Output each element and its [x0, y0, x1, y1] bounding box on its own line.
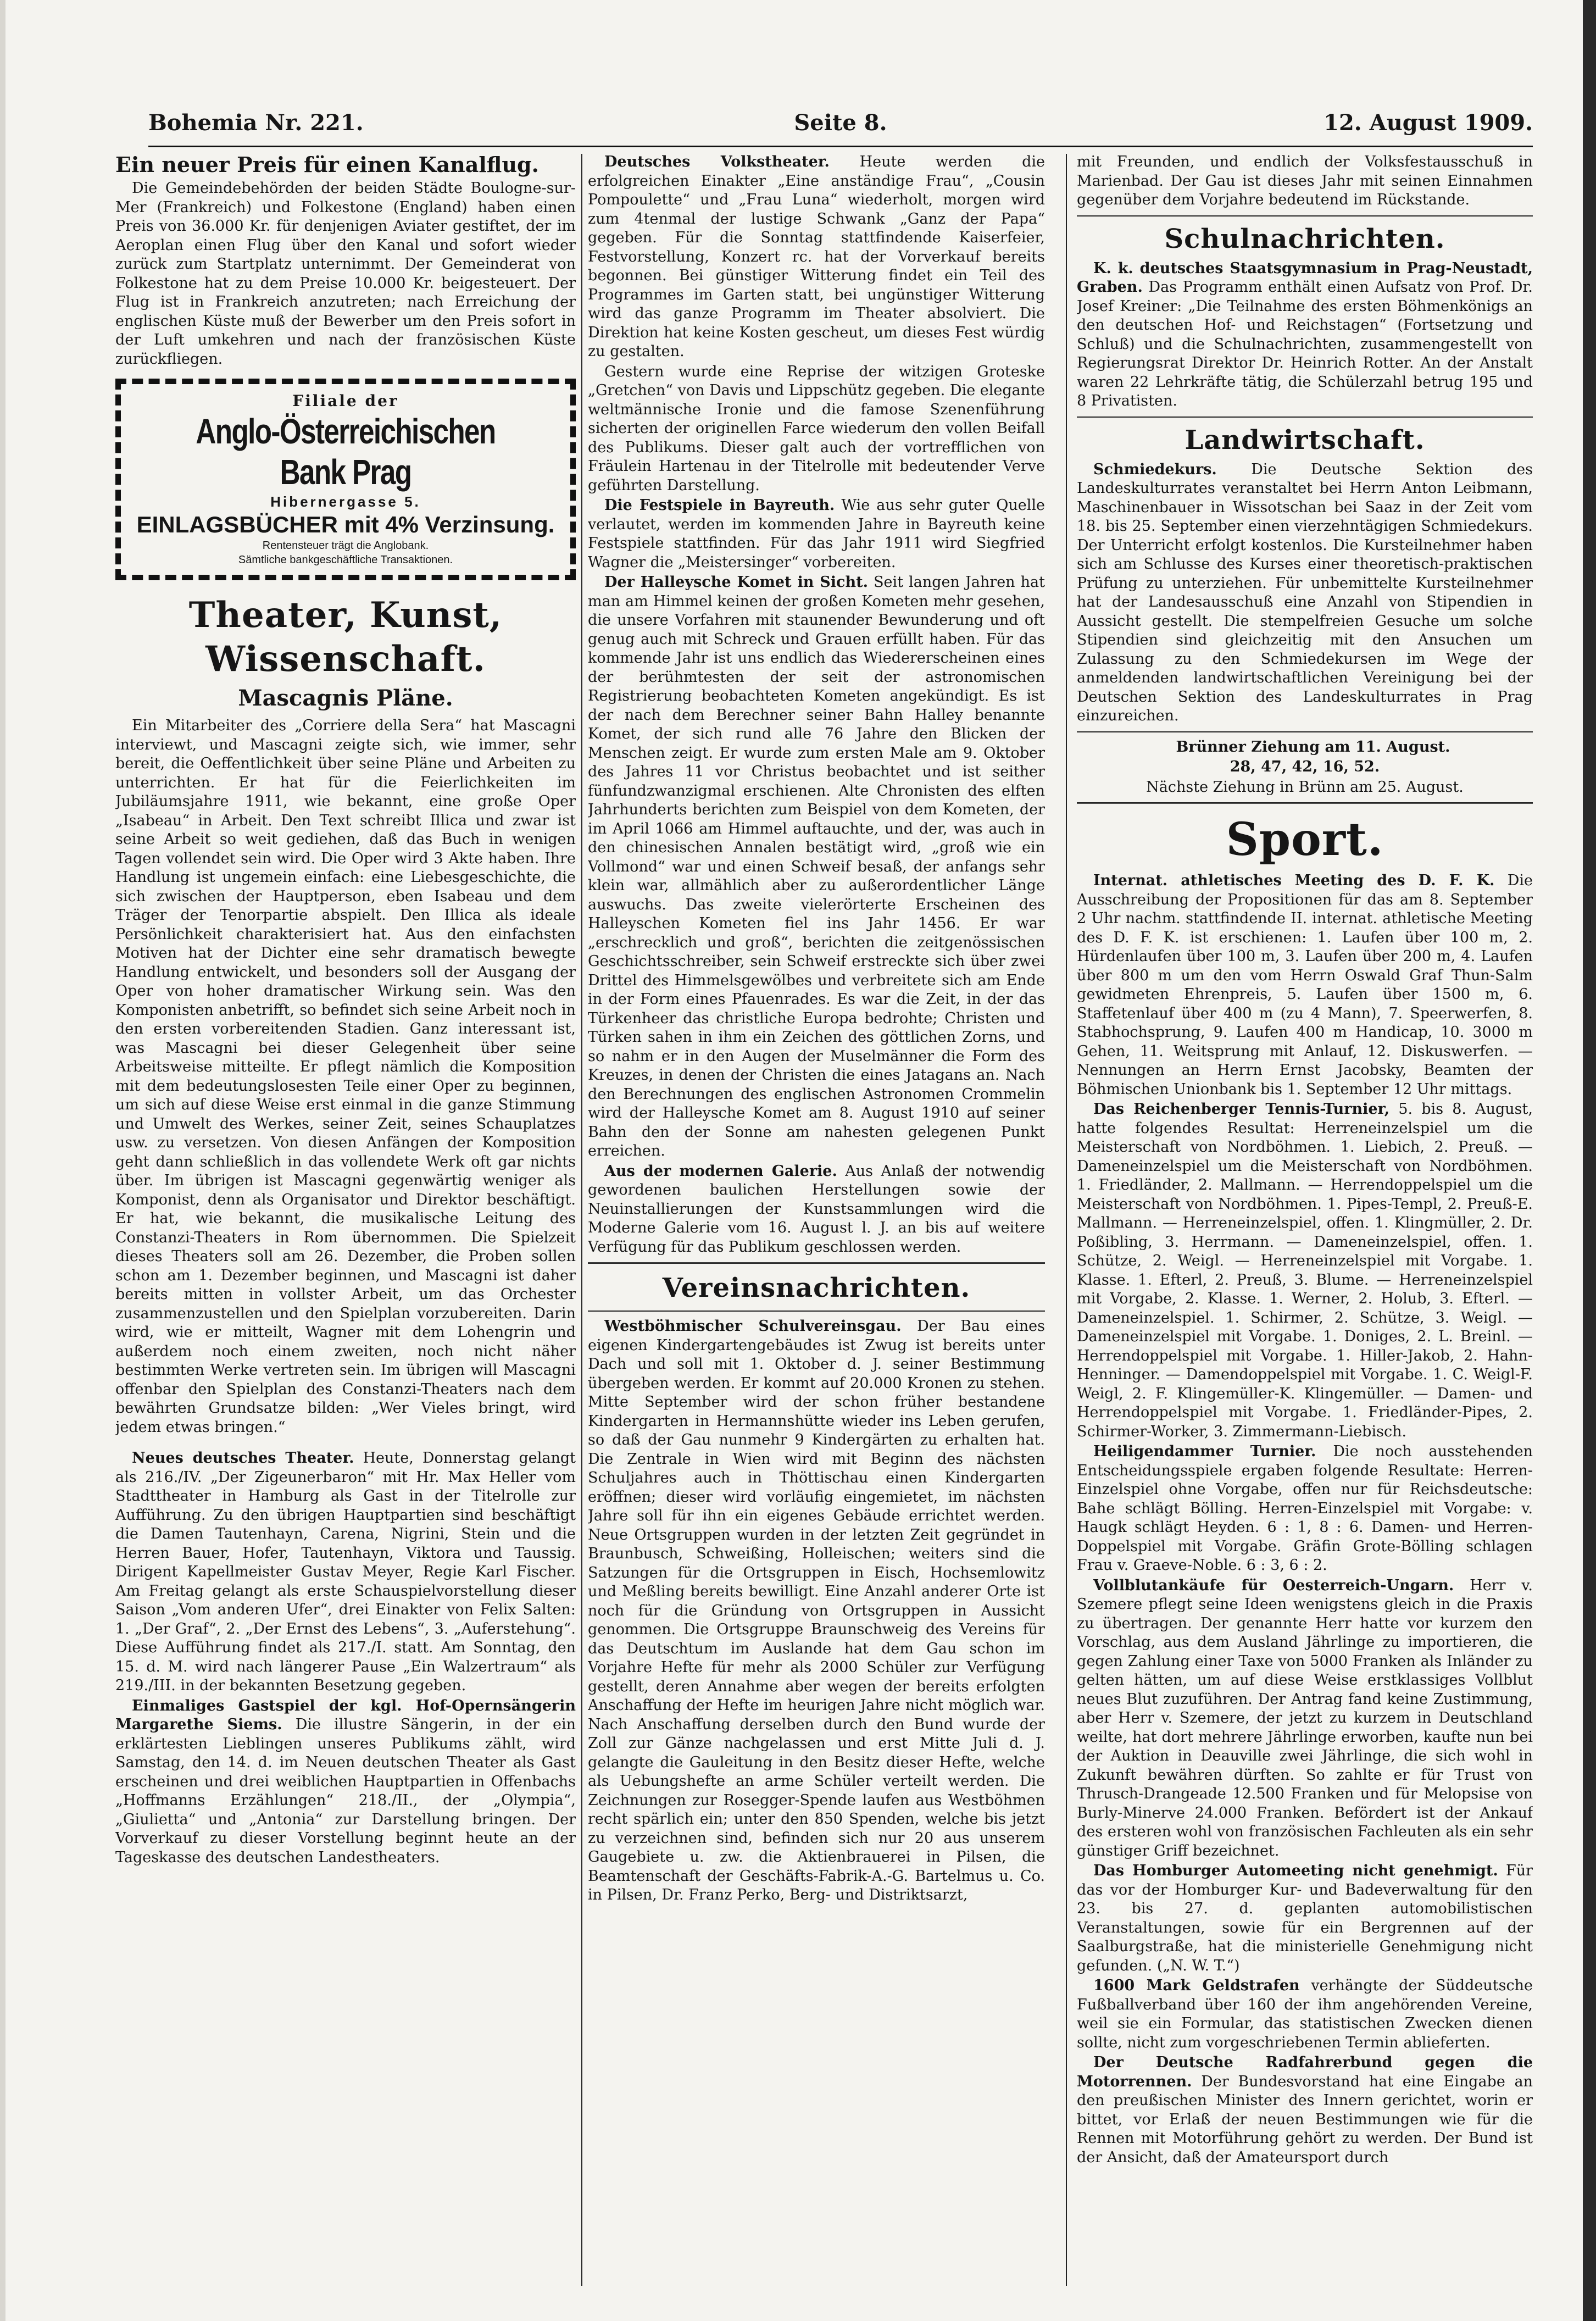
body-tennis: 5. bis 8. August, hatte folgendes Resultat: Herreneinzelspiel um die Meisterschaft von Nordböhmen. 1. Liebich, 2. Preuß. — Dameneinzelspiel um die Meisterschaft von Nordböhmen. 1. Friedländer, 2. Mallmann. — Herrendoppelspiel um die Meisterschaft von Nordböhmen. 1. Pipes-Templ, 2. Preuß-E. Mallmann. — Herreneinzelspiel, offen. 1. Klingmüller, 2. Dr. Poßibling, 3. Herrmann. — Dameneinzelspiel, offen. 1. Schütze, 2. Weigl. — Herreneinzelspiel mit Vorgabe. 1. Klasse. 1. Efterl, 2. Preuß, 3. Blume. — Herreneinzelspiel mit Vorgabe, 2. Klasse. 1. Werner, 2. Holub, 3. Efterl. — Dameneinzelspiel. 1. Schirmer, 2. Schütze, 3. Weigl. — Dameneinzelspiel mit Vorgabe. 1. Doniges, 2. L. Breinl. — Herrendoppelspiel mit Vorgabe. 1. Hiller-Jakob, 2. Hahn-Henninger. — Damendoppelspiel mit Vorgabe. 1. C. Weigl-F. Weigl, 2. F. Klingemüller-K. Klingemüller. — Damen- und Herrendoppelspiel mit Vorgabe. 1. Friedländer-Pipes, 2. Schirmer-Worker, 3. Zimmermann-Liebisch.: [1077, 1101, 1533, 1440]
column-rule-2: [1066, 154, 1067, 2286]
body-galerie: Aus Anlaß der notwendig gewordenen baulichen Herstellungen sowie der Neuinstallierungen der Kunstsammlungen wird die Moderne Galerie vom 16. August l. J. an bis auf weitere Verfügung für das Publikum geschlossen werden.: [588, 1162, 1045, 1256]
divider: [1077, 731, 1533, 732]
page-edge-left: [0, 0, 5, 2321]
lead-volkstheater: Deutsches Volkstheater.: [604, 153, 830, 170]
lead-meeting: Internat. athletisches Meeting des D. F. K.: [1093, 872, 1495, 889]
article-title-kanalflug: Ein neuer Preis für einen Kanalflug.: [115, 153, 539, 177]
article-vollblut: [1077, 1576, 1533, 1861]
divider: [1077, 215, 1533, 216]
ad-tax-note: Rentensteuer trägt die Anglobank.: [262, 540, 429, 552]
ad-bank-name: Anglo-Österreichischen Bank Prag: [196, 411, 496, 492]
article-homburger: [1077, 1862, 1533, 1975]
ad-line-filiale: Filiale der: [292, 392, 399, 410]
body-volkstheater: Heute werden die erfolgreichen Einakter „Eine anständige Frau“, „Cousin Pompoulette“ und „Frau Luna“ wiederholt, morgen wird zum 4tenmal der lustige Schwank „Ganz der Papa“ gegeben. Für die Sonntag stattfindende Kaiserfeier, Festvorstellung, Konzert rc. hat der Vorverkauf bereits begonnen. Bei günstiger Witterung findet ein Teil des Programmes im Garten statt, bei ungünstiger Witterung wird das ganze Programm im Theater absolviert. Die Direktion hat keine Kosten gescheut, um dieses Fest würdig zu gestalten.: [588, 153, 1045, 360]
section-divider: [588, 1262, 1045, 1265]
ad-address: Hibernergasse 5.: [270, 493, 421, 510]
body-schulverein: Der Bau eines eigenen Kindergartengebäudes ist Zwug ist bereits unter Dach und soll mit 1. Oktober d. J. seiner Bestimmung übergeben werden. Er kommt auf 20.000 Kronen zu stehen. Mitte September wird der schon früher bestandene Kindergarten in Hermannshütte wieder ins Leben gerufen, so daß der Gau nunmehr 9 Kindergärten zu erhalten hat. Die Zentrale in Wien wird mit Beginn des nächsten Schuljahres auch in Thöttischau einen Kindergarten eröffnen; dieser wird vorläufig eingemietet, im nächsten Jahre soll für ihn ein eigenes Gebäude errichtet werden. Neue Ortsgruppen wurden in der letzten Zeit gegründet in Braunbusch, Schweißing, Holleischen; weiters sind die Satzungen für die Ortsgruppen in Eisch, Hochsemlowitz und Meßling bereits bewilligt. Eine Anzahl anderer Orte ist noch für die Gründung von Ortsgruppen in Aussicht genommen. Die Ortsgruppe Braunschweig des Vereins für das Deutschtum im Auslande hat dem Gau schon im Vorjahre Hefte für mehr als 2000 Schüler zur Verfügung gestellt, deren Annahme aber wegen der bereits erfolgten Anschaffung der Hefte im heurigen Jahre nicht möglich war. Nach Anschaffung derselben durch den Bund wurde der Zoll zur Gänze nachgelassen und erst Mitte Juli d. J. gelangte die Gauleitung in den Besitz dieser Hefte, welche als Uebungshefte an arme Schüler verteilt werden. Die Zeichnungen zur Rosegger-Spende laufen aus Westböhmen recht spärlich ein; unter den 850 Spenden, welche bis jetzt zu verzeichnen sind, befinden sich nur 20 aus unserem Gaugebiete u. zw. die Aktienbrauerei in Pilsen, die Beamtenschaft der Geschäfts-Fabrik-A.-G. Bartelmus u. Co. in Pilsen, Dr. Franz Perko, Berg- und Distriktsarzt,: [588, 1318, 1045, 1903]
body-bayreuth: Wie aus sehr guter Quelle verlautet, werden im kommenden Jahre in Bayreuth keine Festspiele stattfinden. Für das Jahr 1911 wird Siegfried Wagner die „Meistersinger“ vorbereiten.: [588, 497, 1045, 571]
article-neues-theater: [115, 1449, 576, 1696]
body-gymnasium: Das Programm enthält einen Aufsatz von Prof. Dr. Josef Kreiner: „Die Teilnahme des ersten Böhmenkönigs an den deutschen Hof- und Reichstagen“ (Fortsetzung und Schluß) und die Schulnachrichten, zusammengestellt von Regierungsrat Direktor Dr. Heinrich Rotter. An der Anstalt waren 22 Lehrkräfte tätig, die Schülerzahl betrug 195 und 8 Privatisten.: [1077, 279, 1533, 409]
page-header: [148, 110, 1533, 143]
article-bayreuth: [588, 496, 1045, 572]
lead-gastspiel: Einmaliges Gastspiel der kgl. Hof-Opernsängerin Margarethe Siems.: [115, 1697, 576, 1733]
lead-heiligendamm: Heiligendammer Turnier.: [1093, 1443, 1316, 1460]
article-title-mascagni: Mascagnis Pläne.: [238, 685, 453, 711]
section-heading-theater: Theater, Kunst, Wissenschaft.: [188, 595, 503, 680]
article-komet: [588, 573, 1045, 1161]
bank-advertisement: [115, 379, 576, 580]
article-volkstheater-2: Gestern wurde eine Reprise der witzigen Groteske „Gretchen“ von Davis und Lippschütz gegeben. Die elegante weltmännische Ironie und die famose Szenenführung sicherten der originellen Farce wiederum den vollen Beifall des Publikums. Dieser galt auch der vortrefflichen von Fräulein Hartenau in der Titelrolle mit bedeutender Verve geführten Darstellung.: [588, 363, 1045, 494]
lead-komet: Der Halleysche Komet in Sicht.: [604, 574, 868, 591]
divider: [1077, 417, 1533, 418]
article-volkstheater: [588, 153, 1045, 362]
article-radfahrer: [1077, 2053, 1533, 2167]
column-1: [115, 153, 576, 2296]
lead-galerie: Aus der modernen Galerie.: [604, 1162, 837, 1180]
lotto-numbers: 28, 47, 42, 16, 52.: [1230, 758, 1380, 775]
header-page-number: Seite 8.: [794, 110, 887, 136]
article-schulverein: [588, 1317, 1045, 1905]
divider: [1077, 802, 1533, 806]
lead-radfahrer: Der Deutsche Radfahrerbund gegen die Motorrennen.: [1077, 2054, 1533, 2090]
ad-savings-offer: EINLAGSBÜCHER mit 4% Verzinsung.: [136, 512, 555, 537]
header-rule: [148, 146, 1533, 147]
column-3: [1077, 153, 1533, 2296]
section-heading-vereine: Vereinsnachrichten.: [662, 1273, 971, 1303]
lead-gymnasium: K. k. deutsches Staatsgymnasium in Prag-Neustadt, Graben.: [1077, 259, 1533, 296]
lead-vollblut: Vollblutankäufe für Oesterreich-Ungarn.: [1093, 1576, 1454, 1594]
lead-bayreuth: Die Festspiele in Bayreuth.: [604, 497, 835, 514]
article-body-mascagni: Ein Mitarbeiter des „Corriere della Sera“ hat Mascagni interviewt, und Mascagni zeigte sich, wie immer, sehr bereit, die Oeffentlichkeit über seine Pläne und Arbeiten zu unterrichten. Er hat für die Feierlichkeiten im Jubiläumsjahre 1911, wie bekannt, eine große Oper „Isabeau“ in Arbeit. Den Text schreibt Illica und zwar ist seine Arbeit so weit gediehen, daß das Buch in wenigen Tagen vollendet sein wird. Die Oper wird 3 Akte haben. Ihre Handlung ist ungemein einfach: eine Liebesgeschichte, die sich zwischen der Hauptperson, eben Isabeau und dem Träger der Tenorpartie abspielt. Den Illica als ideale Persönlichkeit charakterisiert hat. Aus den einfachsten Motiven hat der Dichter eine sehr dramatisch bewegte Handlung entwickelt, und besonders soll der Ausgang der Oper von hoher dramatischer Wirkung sein. Was den Komponisten anbetrifft, so befindet sich seine Arbeit noch in den ersten vorbereitenden Stadien. Ganz interessant ist, was Mascagni bei dieser Gelegenheit über seine Arbeitsweise mitteilte. Er pflegt nämlich die Komposition mit dem bedeutungslosesten Teile einer Oper zu beginnen, um sich auf diese Weise erst einmal in die ganze Stimmung und Umwelt des Werkes, seiner Zeit, seines Schauplatzes usw. zu versetzen. Von diesen Anfängen der Komposition geht dann schließlich in das vollendete Werk oft gar nichts über. Im übrigen ist Mascagni gegenwärtig weniger als Komponist, denn als Organisator und Direktor beschäftigt. Er hat, wie bekannt, die musikalische Leitung des Constanzi-Theaters in Rom übernommen. Die Spielzeit dieses Theaters soll am 26. Dezember, die Proben sollen schon am 1. Dezember beginnen, und Mascagni ist daher bereits mitten in vollster Arbeit, um das Orchester zusammenzustellen und den Spielplan vorzubereiten. Darin wird, wie er mitteilt, Wagner mit dem Lohengrin und außerdem noch einem zweiten, noch nicht näher bestimmten Werke vertreten sein. Im übrigen will Mascagni offenbar den Spielplan des Constanzi-Theaters nach dem bewährten Grundsatze bilden: „Wer Vieles bringt, wird jedem etwas bringen.“: [115, 717, 576, 1436]
section-divider-thin: [588, 1311, 1045, 1312]
body-gastspiel: Die illustre Sängerin, in der ein erklärtesten Lieblingen unseres Publikums zählt, wird Samstag, den 14. d. im Neuen deutschen Theater als Gast erscheinen und drei weiblichen Hauptpartien in Offenbachs „Hoffmanns Erzählungen“ 218./II., der „Olympia“, „Giulietta“ und „Antonia“ zur Darstellung bringen. Der Vorverkauf zu dieser Vorstellung beginnt heute an der Tageskasse des deutschen Landestheaters.: [115, 1716, 576, 1866]
article-body-kanalflug: Die Gemeindebehörden der beiden Städte Boulogne-sur-Mer (Frankreich) und Folkestone (England) haben einen Preis von 36.000 Kr. für denjenigen Aviater gestiftet, der im Aeroplan einen Flug über den Kanal und sofort wieder zurück zum Startplatz unternimmt. Der Gemeinderat von Folkestone hat zu dem Preise 10.000 Kr. beigesteuert. Der Flug ist in Frankreich anzutreten; nach Erreichung der englischen Küste muß der Bewerber um den Preis sofort in der Luft umkehren und nach der französischen Küste zurückfliegen.: [115, 180, 576, 368]
body-heiligendamm: Die noch ausstehenden Entscheidungsspiele ergaben folgende Resultate: Herren-Einzelspiel ohne Vorgabe, offen nur für Reichsdeutsche: Bahe schlägt Bölling. Herren-Einzelspiel mit Vorgabe: v. Haugk schlägt Heyden. 6 : 1, 8 : 6. Damen- und Herren-Doppelspiel mit Vorgabe. Gräfin Grote-Bölling schlagen Frau v. Graeve-Noble. 6 : 3, 6 : 2.: [1077, 1443, 1533, 1574]
article-meeting: [1077, 871, 1533, 1099]
article-galerie: [588, 1162, 1045, 1257]
section-heading-schule: Schulnachrichten.: [1164, 223, 1445, 254]
article-schmiedekurs: [1077, 460, 1533, 726]
ad-transactions-note: Sämtliche bankgeschäftliche Transaktionen.: [238, 554, 453, 566]
article-tennis: [1077, 1100, 1533, 1441]
body-geldstrafen: verhängte der Süddeutsche Fußballverband über 160 der ihm angehörenden Vereine, weil sie ein Formular, das statistischen Zwecken dienen sollte, nicht zum vorgeschriebenen Termin ablieferten.: [1077, 1977, 1533, 2051]
body-meeting: Die Ausschreibung der Propositionen für das am 8. September 2 Uhr nachm. stattfindende II. internat. athletische Meeting des D. F. K. ist erschienen: 1. Laufen über 100 m, 2. Hürdenlaufen über 100 m, 3. Laufen über 200 m, 4. Laufen über 800 m um den vom Herrn Oswald Graf Thun-Salm gewidmeten Ehrenpreis, 5. Laufen über 1500 m, 6. Staffetenlauf über 400 m (zu 4 Mann), 7. Speerwerfen, 8. Stabhochsprung, 9. Laufen 400 m Handicap, 10. 3000 m Gehen, 11. Weitsprung mit Anlauf, 12. Diskuswerfen. — Nennungen an Herrn Ernst Jacobsky, Beamten der Böhmischen Unionbank bis 1. September 12 Uhr mittags.: [1077, 872, 1533, 1098]
lead-neues-theater: Neues deutsches Theater.: [132, 1450, 354, 1467]
body-komet: Seit langen Jahren hat man am Himmel keinen der großen Kometen mehr gesehen, die unsere Vorfahren mit staunender Bewunderung und oft genug auch mit Schreck und Grauen erfüllt haben. Für das kommende Jahr ist uns endlich das Wiedererscheinen eines der berühmtesten der seit der astronomischen Registrierung beobachteten Kometen angekündigt. Es ist der nach dem Berechner seiner Bahn Halley benannte Komet, der sich rund alle 76 Jahre den Blicken der Menschen zeigt. Er wurde zum ersten Male am 9. Oktober des Jahres 11 vor Christus beobachtet und ist seither fünfundzwanzigmal erschienen. Alte Chronisten des elften Jahrhunderts berichten zum Beispiel von dem Kometen, der im April 1066 am Himmel auftauchte, und der, was auch in den chinesischen Annalen bestätigt wird, „groß wie ein Vollmond“ war und einen Schweif besaß, der anfangs sehr klein war, allmählich aber zu außerordentlicher Länge auswuchs. Das zweite vielerörterte Erscheinen des Halleyschen Kometen fiel ins Jahr 1456. Er war „erschrecklich und groß“, berichten die zeitgenössischen Geschichtsschreiber, sein Schweif erstreckte sich über zwei Drittel des Himmelsgewölbes und verbreitete sich am Ende in der Form eines Pfauenrades. Es war die Zeit, in der das Türkenheer das christliche Europa bedrohte; Christen und Türken sahen in ihm ein Zeichen des göttlichen Zorns, und so nahm er in den Augen der Muselmänner die Form des Kreuzes, in denen der Christen die eines Jatagans an. Nach den Berechnungen des englischen Astronomen Crommelin wird der Halleysche Komet am 8. August 1910 auf seiner Bahn den der Sonne am nahesten gelegenen Punkt erreichen.: [588, 574, 1045, 1159]
article-gymnasium: [1077, 259, 1533, 411]
lead-schulverein: Westböhmischer Schulvereinsgau.: [604, 1318, 902, 1335]
lead-geldstrafen: 1600 Mark Geldstrafen: [1093, 1977, 1300, 1994]
article-continuation: mit Freunden, und endlich der Volksfestausschuß in Marienbad. Der Gau ist dieses Jahr mit seinen Einnahmen gegenüber dem Vorjahre bedeutend im Rückstande.: [1077, 153, 1533, 208]
lotto-next-draw: Nächste Ziehung in Brünn am 25. August.: [1146, 778, 1464, 796]
body-radfahrer: Der Bundesvorstand hat eine Eingabe an den preußischen Minister des Innern gerichtet, worin er bittet, vor Erlaß der neuen Bestimmungen wie für die Rennen mit Motorführung gehört zu werden. Der Bund ist der Ansicht, daß der Amateursport durch: [1077, 2073, 1533, 2166]
column-rule-1: [581, 154, 582, 2286]
article-heiligendamm: [1077, 1442, 1533, 1575]
body-schmiedekurs: Die Deutsche Sektion des Landeskulturrates veranstaltet bei Herrn Anton Leibmann, Maschinenbauer in Wissotschan bei Saaz in der Zeit vom 18. bis 25. September einen vierzehntägigen Schmiedekurs. Der Unterricht erfolgt kostenlos. Die Kursteilnehmer haben sich am Schlusse des Kurses einer theoretisch-praktischen Prüfung zu unterziehen. Für unbemittelte Kursteilnehmer hat der Landesausschuß eine Anzahl von Stipendien in Aussicht gestellt. Die stempelfreien Gesuche um solche Stipendien sind gleichzeitig mit den Ansuchen um Zulassung zu den Schmiedekursen im Wege der anmeldenden landwirtschaftlichen Vereinigung bei der Deutschen Sektion des Landeskulturrates in Prag einzureichen.: [1077, 460, 1533, 724]
body-neues-theater: Heute, Donnerstag gelangt als 216./IV. „Der Zigeunerbaron“ mit Hr. Max Heller vom Stadttheater in Hamburg als Gast in der Titelrolle zur Aufführung. Zu den übrigen Hauptpartien sind beschäftigt die Damen Tautenhayn, Carena, Nigrini, Stein und die Herren Bauer, Hofer, Tautenhayn, Viktora und Taussig. Dirigent Kapellmeister Gustav Meyer, Regie Karl Fischer. Am Freitag gelangt als erste Schauspielvorstellung dieser Saison „Vom anderen Ufer“, drei Einakter von Felix Salten: 1. „Der Graf“, 2. „Der Ernst des Lebens“, 3. „Auferstehung“. Diese Aufführung findet als 217./I. statt. Am Sonntag, den 15. d. M. wird nach längerer Pause „Ein Walzertraum“ als 219./III. in der bekannten Besetzung gegeben.: [115, 1450, 576, 1694]
lead-tennis: Das Reichenberger Tennis-Turnier,: [1093, 1101, 1390, 1118]
section-heading-landwirtschaft: Landwirtschaft.: [1185, 424, 1425, 456]
article-gastspiel: [115, 1697, 576, 1868]
lead-schmiedekurs: Schmiedekurs.: [1093, 460, 1217, 478]
column-2: [588, 153, 1045, 2296]
lead-homburger: Das Homburger Automeeting nicht genehmigt.: [1093, 1862, 1498, 1879]
section-heading-sport: Sport.: [1226, 813, 1384, 866]
header-issue: Bohemia Nr. 221.: [148, 110, 364, 136]
body-homburger: Für das vor der Homburger Kur- und Badeverwaltung für den 23. bis 27. d. geplanten automobilistischen Veranstaltungen, sowie für ein Bergrennen auf der Saalburgstraße, hat die ministerielle Genehmigung nicht gefunden. („N. W. T.“): [1077, 1862, 1533, 1974]
article-geldstrafen: [1077, 1976, 1533, 2052]
page-edge-right: [1583, 0, 1596, 2321]
body-vollblut: Herr v. Szemere pflegt seine Ideen wenigstens gleich in die Praxis zu übertragen. Der genannte Herr hatte vor kurzem den Vorschlag, aus dem Ausland Jährlinge zu importieren, die gegen Zahlung einer Taxe von 5000 Franken als Inländer zu gelten hätten, um auf diese Weise erstklassiges Vollblut neues Blut zuzuführen. Der Antrag fand keine Zustimmung, aber Herr v. Szemere, der jetzt zu kurzem in Deutschland weilte, hat dort mehrere Jährlinge erworben, kaufte nun bei der Auktion in Deauville zwei Jährlinge, die sich wohl in Zukunft bewähren dürften. So zahlte er für Trust von Thrusch-Drangeade 12.500 Franken und für Melopsise von Burly-Minerve 24.000 Franken. Befördert ist der Ankauf des ersteren wohl von französischen Fachleuten als ein sehr günstiger Griff bezeichnet.: [1077, 1576, 1533, 1859]
lotto-heading: Brünner Ziehung am 11. August.: [1176, 738, 1450, 756]
header-date: 12. August 1909.: [1323, 110, 1533, 136]
